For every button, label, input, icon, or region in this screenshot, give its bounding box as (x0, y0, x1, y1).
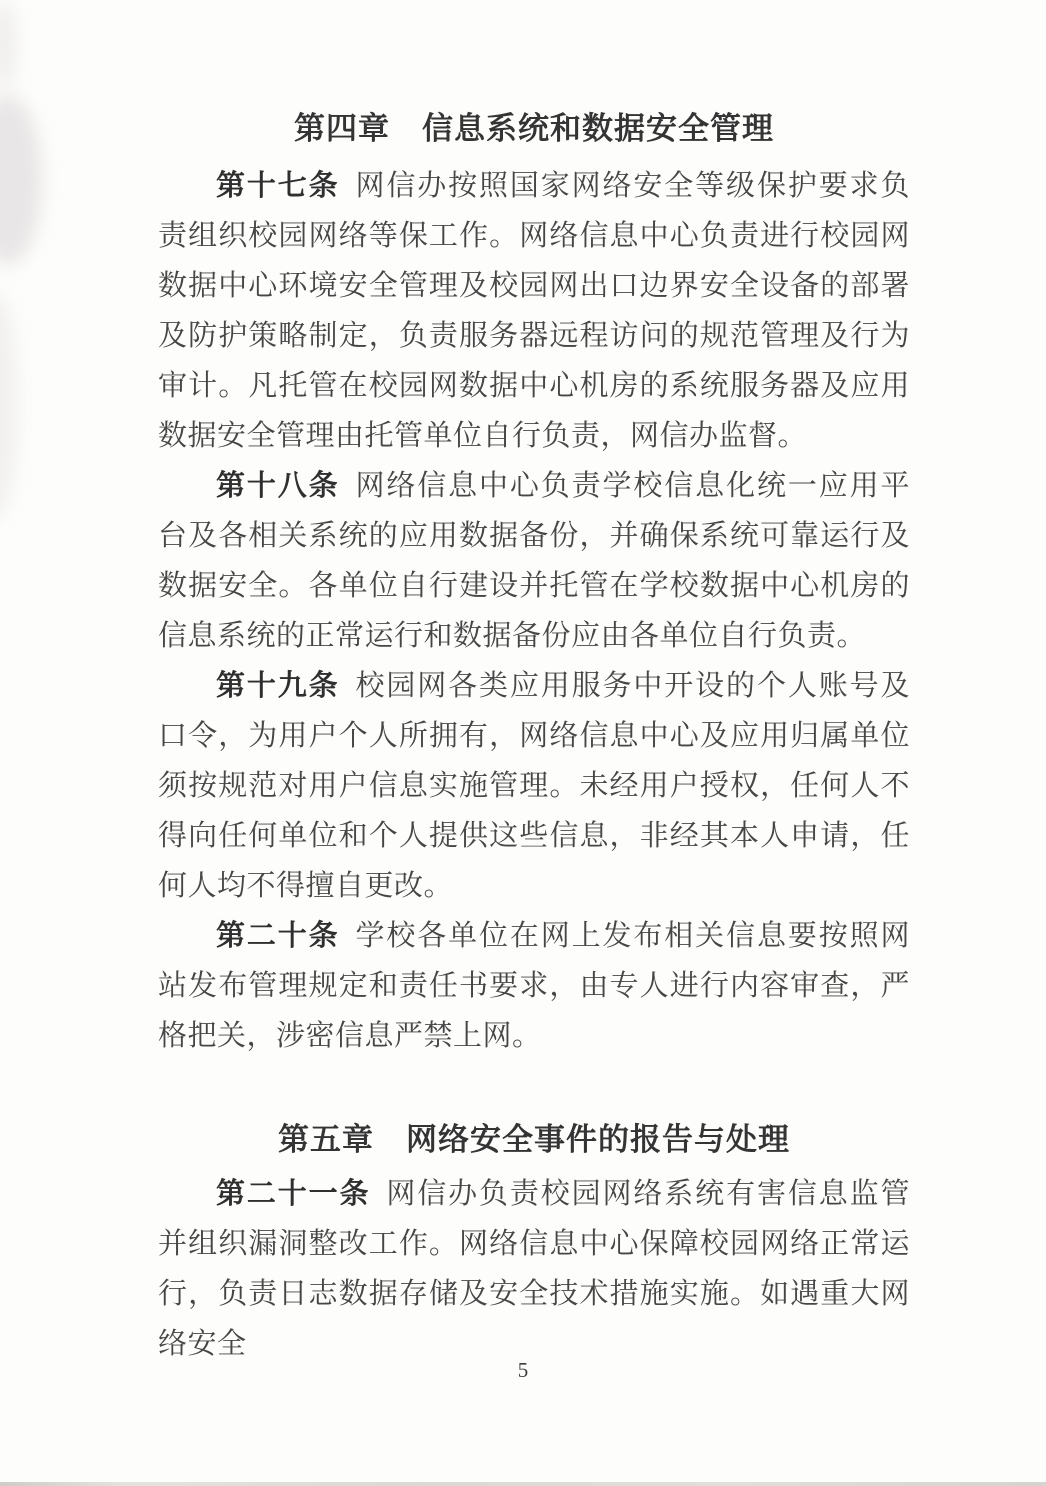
article-21-paragraph (158, 1169, 910, 1369)
scan-smudge-artifact (0, 95, 42, 265)
article-18-paragraph (158, 461, 910, 661)
chapter-5-heading: 第五章 网络安全事件的报告与处理 (278, 1122, 790, 1157)
scan-smudge-artifact (0, 0, 16, 90)
scan-smudge-artifact (0, 290, 18, 520)
article-17-lead: 第十七条 (216, 170, 340, 202)
article-20-lead: 第二十条 (216, 920, 340, 952)
document-content (158, 104, 910, 1369)
article-18-lead: 第十八条 (216, 470, 340, 502)
article-19-lead: 第十九条 (216, 670, 340, 702)
article-19-paragraph (158, 661, 910, 911)
page-number: 5 (517, 1358, 529, 1382)
article-19-text: 校园网各类应用服务中开设的个人账号及口令，为用户个人所拥有，网络信息中心及应用归属单位须按规范对用户信息实施管理。未经用户授权，任何人不得向任何单位和个人提供这些信息，非经其本人申请，任何人均不得擅自更改。 (158, 670, 910, 902)
article-17-text: 网信办按照国家网络安全等级保护要求负责组织校园网络等保工作。网络信息中心负责进行校园网数据中心环境安全管理及校园网出口边界安全设备的部署及防护策略制定，负责服务器远程访问的规范管理及行为审计。凡托管在校园网数据中心机房的系统服务器及应用数据安全管理由托管单位自行负责，网信办监督。 (158, 170, 910, 452)
article-18-text: 网络信息中心负责学校信息化统一应用平台及各相关系统的应用数据备份，并确保系统可靠运行及数据安全。各单位自行建设并托管在学校数据中心机房的信息系统的正常运行和数据备份应由各单位自行负责。 (158, 470, 910, 652)
article-21-lead: 第二十一条 (216, 1178, 371, 1210)
scan-bottom-edge (0, 1482, 1046, 1486)
article-20-paragraph (158, 911, 910, 1061)
chapter-4-heading: 第四章 信息系统和数据安全管理 (294, 111, 774, 146)
article-20-text: 学校各单位在网上发布相关信息要按照网站发布管理规定和责任书要求，由专人进行内容审查，严格把关，涉密信息严禁上网。 (158, 920, 910, 1052)
article-17-paragraph (158, 161, 910, 461)
article-21-text: 网信办负责校园网络系统有害信息监管并组织漏洞整改工作。网络信息中心保障校园网络正常运行，负责日志数据存储及安全技术措施实施。如遇重大网络安全 (158, 1178, 910, 1360)
